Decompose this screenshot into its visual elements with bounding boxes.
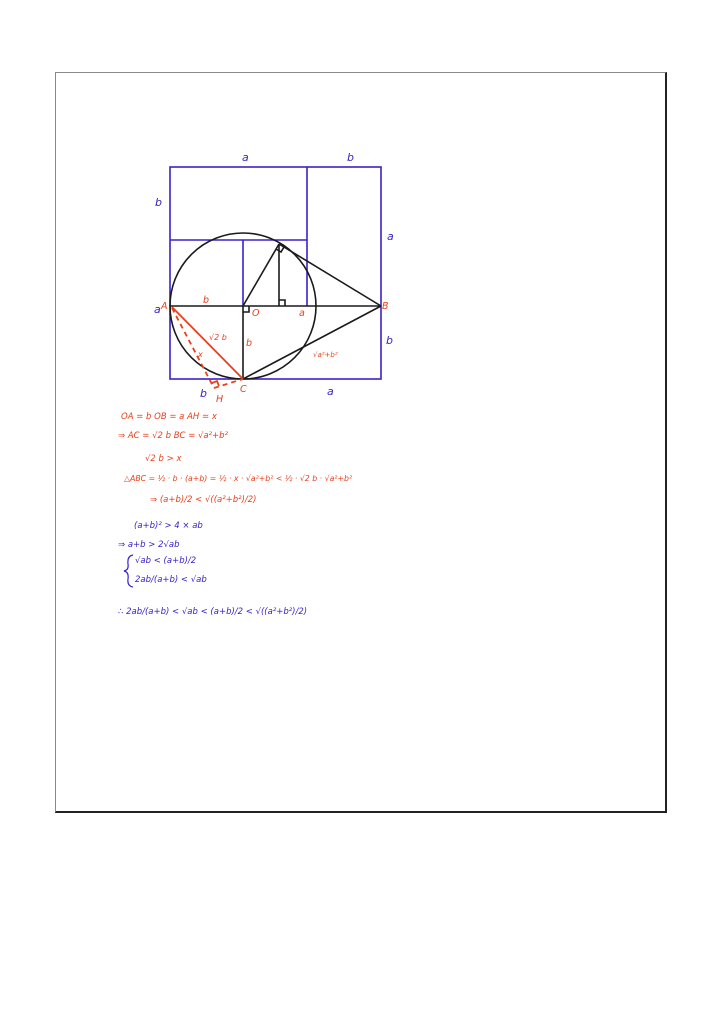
outer-square-grid [170,167,381,379]
note-line-8a: √ab < (a+b)/2 [135,556,197,566]
blue-notes [118,521,307,617]
point-label-o: O [252,308,260,319]
bottom-label-b: b [200,387,207,400]
top-label-b: b [347,151,354,164]
inner-label-b-vertical: b [246,338,253,349]
note-line-1: OA = b OB = a AH = x [121,412,217,422]
note-line-5: ⇒ (a+b)/2 < √((a²+b²)/2) [150,495,257,505]
inner-label-bc-length: √a²+b² [313,351,338,359]
inner-label-a: a [299,308,305,319]
point-label-h: H [216,394,224,405]
segment-cb [243,306,381,379]
left-label-a: a [154,303,161,316]
segment-ah-dashed [172,308,214,388]
system-brace [124,555,133,587]
tangent-upper [279,244,381,306]
inner-label-root2b: √2 b [209,333,227,342]
segment-o-tangent [243,244,279,306]
note-line-3: √2 b > x [145,454,182,464]
left-label-b: b [155,196,162,209]
red-notes [118,412,352,505]
right-angle-o [243,306,249,312]
segment-ac [172,307,243,379]
top-label-a: a [242,151,249,164]
inner-label-x: x [198,350,203,359]
note-line-9: ∴ 2ab/(a+b) < √ab < (a+b)/2 < √((a²+b²)/2) [118,607,308,617]
note-line-2: ⇒ AC = √2 b BC = √a²+b² [118,431,228,441]
note-line-6: (a+b)² > 4 × ab [134,521,203,531]
right-angle-foot [279,300,285,306]
note-line-8b: 2ab/(a+b) < √ab [135,575,207,585]
right-label-b: b [386,334,393,347]
note-line-7: ⇒ a+b > 2√ab [118,540,180,550]
point-label-b: B [382,301,389,312]
outer-square [170,167,381,379]
point-label-a: A [161,301,168,312]
right-label-a: a [387,230,394,243]
right-angle-h [212,381,219,386]
point-label-c: C [240,384,247,395]
bottom-label-a: a [327,385,334,398]
note-line-4: △ABC = ½ · b · (a+b) = ½ · x · √a²+b² < ½ · √2 b · √a²+b² [124,474,353,483]
inner-label-b: b [203,295,210,306]
